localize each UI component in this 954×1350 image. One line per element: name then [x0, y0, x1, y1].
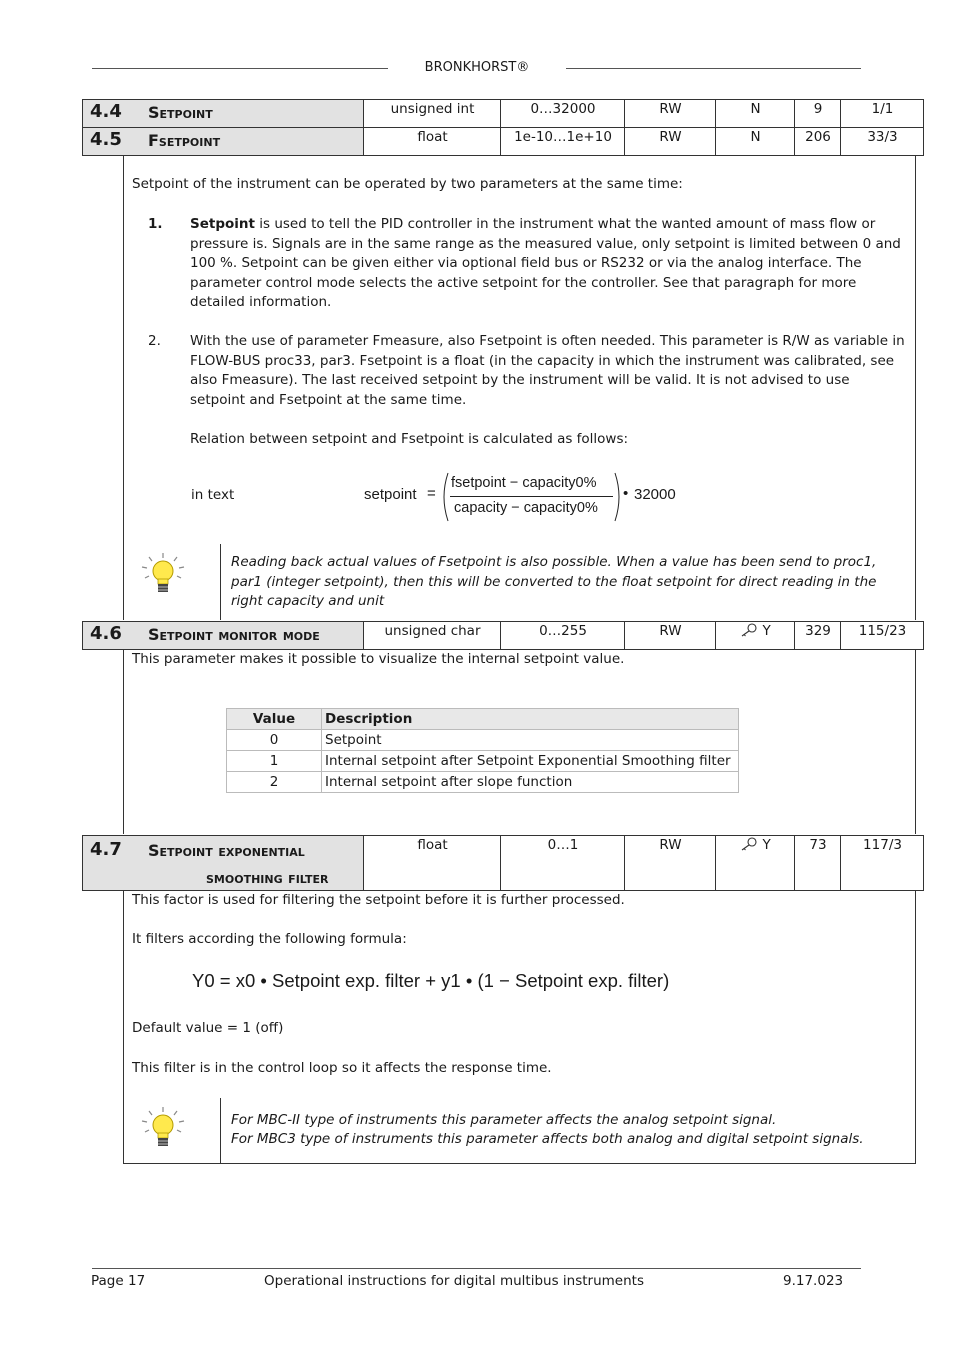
list-number: 2.	[148, 333, 161, 349]
param-range: 0…1	[500, 836, 625, 890]
param-range: 0…32000	[500, 100, 625, 127]
param-proc-par: 115/23	[840, 622, 924, 649]
formula-bullet: •	[623, 485, 629, 502]
section-border-right	[915, 649, 916, 834]
footer-doc-number: 9.17.023	[783, 1273, 844, 1289]
param-access: RW	[624, 128, 716, 155]
table-row	[227, 772, 739, 793]
list-item-fsetpoint: With the use of parameter Fmeasure, also Fsetpoint is often needed. This parameter is R/W as variable in FLOW-BUS proc33, par3. Fsetpoint is a float (in the capacity in which the instrument was calibrated, see also Fmeasure). The last received setpoint by the instrument will be valid. It is not advised to use setpoint and Fsetpoint at the same time.	[190, 333, 905, 408]
section-border-right	[915, 890, 916, 1163]
param-name: Fsetpoint	[148, 131, 221, 150]
cell-description: Internal setpoint after slope function	[322, 772, 739, 793]
formula-numerator: fsetpoint − capacity0%	[451, 475, 597, 491]
formula-equals: =	[427, 485, 436, 502]
param-number: 4.7	[90, 839, 122, 860]
fraction-bar	[450, 496, 613, 497]
cell-value: 0	[227, 730, 322, 751]
formula-multiplier: 32000	[634, 486, 676, 503]
list-item-setpoint	[190, 215, 908, 313]
section-border-left	[123, 155, 124, 620]
section-intro: Setpoint of the instrument can be operated by two parameters at the same time:	[132, 176, 683, 192]
tip-divider	[220, 1098, 221, 1163]
param-title	[83, 100, 363, 127]
setpoint-formula	[364, 472, 694, 522]
secured-value: Y	[762, 623, 771, 639]
param-name: Setpoint exponential	[148, 841, 305, 860]
param-row-setpoint-exp-filter	[82, 835, 924, 891]
formula-denominator: capacity − capacity0%	[454, 500, 598, 516]
cell-value: 2	[227, 772, 322, 793]
list-item-text: is used to tell the PID controller in the instrument what the wanted amount of mass flow or pressure is. Signals are in the same range as the measured value, only setpoint is limited between 0 and 100 %. Setpoint can be given either via optional field bus or RS232 or via the analog interface. The parameter control mode selects the active setpoint for the controller. See that paragraph for more detailed information.	[190, 216, 901, 311]
header-brand: BRONKHORST®	[424, 60, 530, 75]
secured-value: Y	[762, 837, 771, 853]
header-rule-left	[92, 68, 388, 69]
param-proc-par: 33/3	[840, 128, 924, 155]
param-type: float	[363, 836, 501, 890]
param-range: 1e-10…1e+10	[500, 128, 625, 155]
control-loop-note: This filter is in the control loop so it affects the response time.	[132, 1060, 552, 1076]
param-proc-par: 117/3	[840, 836, 924, 890]
param-row-fsetpoint	[82, 127, 924, 156]
section-intro: This parameter makes it possible to visualize the internal setpoint value.	[132, 651, 625, 667]
cell-description: Internal setpoint after Setpoint Exponential Smoothing filter	[322, 751, 739, 772]
tip-fsetpoint: Reading back actual values of Fsetpoint is also possible. When a value has been send to proc1, par1 (integer setpoint), then this will be converted to the float setpoint for direct reading in the right capacity and unit	[231, 554, 877, 610]
list-number: 1.	[148, 216, 163, 232]
param-title	[83, 836, 363, 890]
section-intro: This factor is used for filtering the setpoint before it is further processed.	[132, 892, 625, 908]
param-name-line2: smoothing filter	[206, 868, 329, 887]
cell-description: Setpoint	[322, 730, 739, 751]
param-row-setpoint-monitor-mode	[82, 621, 924, 650]
param-title	[83, 128, 363, 155]
param-type: unsigned char	[363, 622, 501, 649]
param-secured	[715, 836, 795, 890]
param-name: Setpoint	[148, 103, 213, 122]
paren-left-icon	[439, 472, 451, 522]
param-fb-number: 206	[794, 128, 841, 155]
formula-lhs: setpoint	[364, 486, 417, 503]
param-title	[83, 622, 363, 649]
default-value: Default value = 1 (off)	[132, 1020, 284, 1036]
param-secured	[715, 622, 795, 649]
column-header-value: Value	[227, 709, 322, 730]
tip-divider	[220, 544, 221, 620]
table-row	[227, 730, 739, 751]
filter-formula: Y0 = x0 • Setpoint exp. filter + y1 • (1 − Setpoint exp. filter)	[192, 970, 670, 991]
section-border-left	[123, 649, 124, 834]
param-number: 4.6	[90, 623, 122, 644]
monitor-mode-table	[226, 708, 739, 793]
key-icon	[740, 837, 758, 851]
param-fb-number: 73	[794, 836, 841, 890]
param-type: float	[363, 128, 501, 155]
param-secured: N	[715, 100, 795, 127]
relation-text: Relation between setpoint and Fsetpoint is calculated as follows:	[190, 431, 629, 447]
section-border-left	[123, 890, 124, 1163]
param-name: Setpoint monitor mode	[148, 625, 320, 644]
lightbulb-icon	[140, 1106, 186, 1150]
header-rule-right	[566, 68, 861, 69]
cell-value: 1	[227, 751, 322, 772]
table-header-row	[227, 709, 739, 730]
filter-formula-intro: It filters according the following formula:	[132, 931, 407, 947]
tip-mbc3: For MBC3 type of instruments this parameter affects both analog and digital setpoint signals.	[231, 1131, 864, 1147]
param-access: RW	[624, 100, 716, 127]
column-header-description: Description	[322, 709, 739, 730]
param-range: 0…255	[500, 622, 625, 649]
in-text-label: in text	[191, 487, 235, 503]
table-row	[227, 751, 739, 772]
param-access: RW	[624, 622, 716, 649]
param-access: RW	[624, 836, 716, 890]
footer-rule	[92, 1268, 861, 1269]
param-number: 4.5	[90, 129, 122, 150]
section-border-right	[915, 155, 916, 620]
param-number: 4.4	[90, 101, 122, 122]
param-row-setpoint	[82, 99, 924, 128]
param-fb-number: 329	[794, 622, 841, 649]
param-secured: N	[715, 128, 795, 155]
lightbulb-icon	[140, 552, 186, 596]
section-border-bottom	[123, 1163, 916, 1164]
param-fb-number: 9	[794, 100, 841, 127]
footer-page-number: Page 17	[91, 1273, 146, 1289]
key-icon	[740, 623, 758, 637]
tip-mbc2: For MBC-II type of instruments this parameter affects the analog setpoint signal.	[231, 1112, 777, 1128]
param-proc-par: 1/1	[840, 100, 924, 127]
bold-term: Setpoint	[190, 216, 255, 232]
param-type: unsigned int	[363, 100, 501, 127]
footer-doc-title: Operational instructions for digital multibus instruments	[264, 1273, 644, 1289]
